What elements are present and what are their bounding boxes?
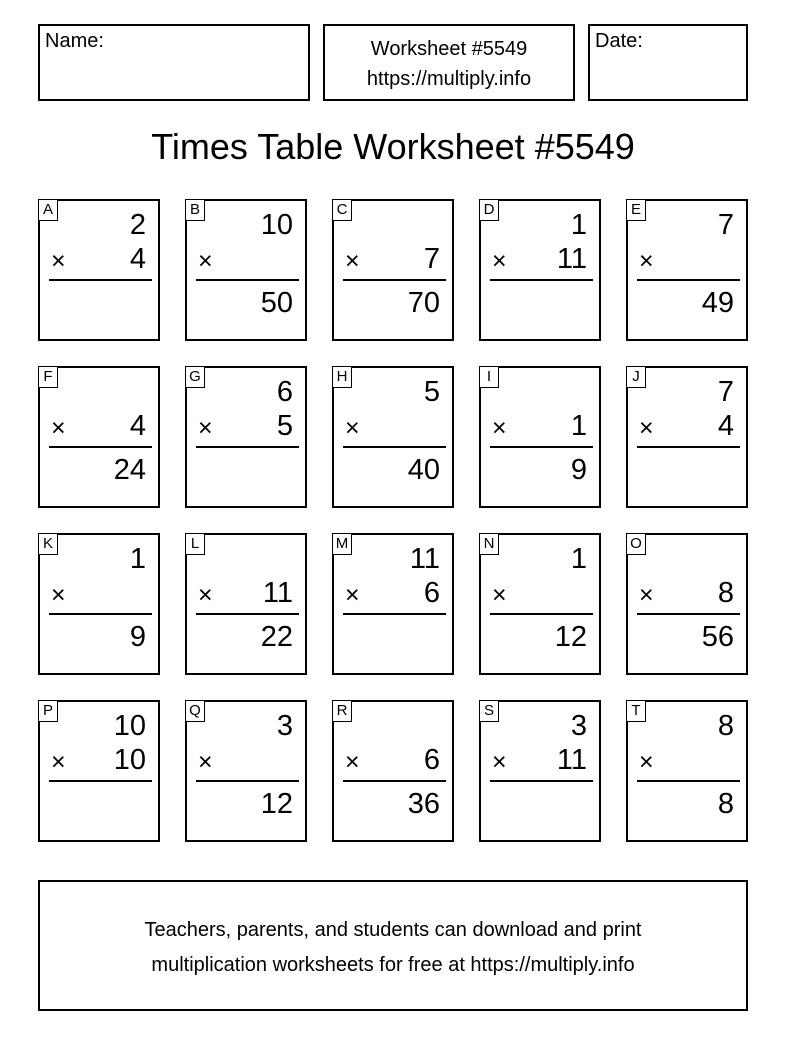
times-sign: × bbox=[198, 247, 213, 275]
top-factor: 5 bbox=[423, 376, 440, 408]
bottom-factor: 6 bbox=[423, 744, 440, 776]
problem-letter: K bbox=[38, 533, 58, 555]
answer-line bbox=[637, 780, 740, 782]
problem-card[interactable] bbox=[38, 199, 160, 341]
problem-card[interactable] bbox=[185, 533, 307, 675]
product-answer: 12 bbox=[554, 621, 587, 653]
bottom-factor: 4 bbox=[129, 243, 146, 275]
problem-letter: I bbox=[479, 366, 499, 388]
problem-letter: H bbox=[332, 366, 352, 388]
problem-card[interactable] bbox=[38, 366, 160, 508]
worksheet-title: Times Table Worksheet #5549 bbox=[151, 126, 635, 167]
times-sign: × bbox=[639, 748, 654, 776]
problem-letter: F bbox=[38, 366, 58, 388]
top-factor: 10 bbox=[113, 710, 146, 742]
bottom-factor: 8 bbox=[717, 577, 734, 609]
problem-card[interactable] bbox=[185, 199, 307, 341]
problem-letter: D bbox=[479, 199, 499, 221]
times-sign: × bbox=[345, 581, 360, 609]
problem-card[interactable] bbox=[626, 366, 748, 508]
answer-line bbox=[196, 780, 299, 782]
problem-card[interactable] bbox=[479, 700, 601, 842]
problem-card[interactable] bbox=[185, 366, 307, 508]
answer-line bbox=[490, 780, 593, 782]
problem-letter: E bbox=[626, 199, 646, 221]
answer-line bbox=[196, 279, 299, 281]
times-sign: × bbox=[198, 414, 213, 442]
top-factor: 8 bbox=[717, 710, 734, 742]
problem-card[interactable] bbox=[38, 700, 160, 842]
problem-card[interactable] bbox=[626, 700, 748, 842]
problem-card[interactable] bbox=[332, 533, 454, 675]
product-answer: 40 bbox=[407, 454, 440, 486]
times-sign: × bbox=[198, 748, 213, 776]
top-factor: 2 bbox=[129, 209, 146, 241]
answer-line bbox=[343, 613, 446, 615]
date-field[interactable] bbox=[588, 24, 748, 101]
answer-line bbox=[637, 279, 740, 281]
product-answer: 49 bbox=[701, 287, 734, 319]
bottom-factor: 10 bbox=[113, 744, 146, 776]
problem-letter: G bbox=[185, 366, 205, 388]
problem-card[interactable] bbox=[332, 199, 454, 341]
problem-letter: J bbox=[626, 366, 646, 388]
times-sign: × bbox=[492, 247, 507, 275]
date-label: Date: bbox=[595, 30, 643, 52]
answer-line bbox=[343, 446, 446, 448]
answer-line bbox=[49, 613, 152, 615]
product-answer: 70 bbox=[407, 287, 440, 319]
problem-card[interactable] bbox=[626, 199, 748, 341]
top-factor: 1 bbox=[129, 543, 146, 575]
problem-card[interactable] bbox=[479, 366, 601, 508]
times-sign: × bbox=[345, 748, 360, 776]
top-factor: 11 bbox=[409, 543, 440, 575]
answer-line bbox=[637, 613, 740, 615]
problem-letter: R bbox=[332, 700, 352, 722]
times-sign: × bbox=[198, 581, 213, 609]
top-factor: 6 bbox=[276, 376, 293, 408]
bottom-factor: 7 bbox=[423, 243, 440, 275]
problem-letter: O bbox=[626, 533, 646, 555]
bottom-factor: 11 bbox=[556, 243, 587, 275]
answer-line bbox=[343, 279, 446, 281]
problem-card[interactable] bbox=[332, 700, 454, 842]
times-sign: × bbox=[345, 414, 360, 442]
answer-line bbox=[343, 780, 446, 782]
times-sign: × bbox=[639, 581, 654, 609]
bottom-factor: 5 bbox=[276, 410, 293, 442]
problem-letter: C bbox=[332, 199, 352, 221]
answer-line bbox=[490, 446, 593, 448]
worksheet-info-box bbox=[323, 24, 575, 101]
times-sign: × bbox=[51, 414, 66, 442]
problem-card[interactable] bbox=[479, 199, 601, 341]
top-factor: 3 bbox=[570, 710, 587, 742]
answer-line bbox=[49, 279, 152, 281]
product-answer: 50 bbox=[260, 287, 293, 319]
problem-letter: N bbox=[479, 533, 499, 555]
product-answer: 9 bbox=[570, 454, 587, 486]
product-answer: 24 bbox=[113, 454, 146, 486]
bottom-factor: 11 bbox=[556, 744, 587, 776]
bottom-factor: 11 bbox=[262, 577, 293, 609]
problem-letter: S bbox=[479, 700, 499, 722]
top-factor: 7 bbox=[717, 209, 734, 241]
answer-line bbox=[49, 780, 152, 782]
times-sign: × bbox=[51, 247, 66, 275]
times-sign: × bbox=[639, 414, 654, 442]
problem-letter: B bbox=[185, 199, 205, 221]
product-answer: 22 bbox=[260, 621, 293, 653]
top-factor: 1 bbox=[570, 543, 587, 575]
answer-line bbox=[637, 446, 740, 448]
answer-line bbox=[49, 446, 152, 448]
problem-card[interactable] bbox=[626, 533, 748, 675]
worksheet-url: https://multiply.info bbox=[366, 68, 532, 90]
bottom-factor: 1 bbox=[570, 410, 587, 442]
problem-letter: M bbox=[332, 533, 352, 555]
times-sign: × bbox=[492, 748, 507, 776]
problem-letter: A bbox=[38, 199, 58, 221]
problem-letter: Q bbox=[185, 700, 205, 722]
times-sign: × bbox=[51, 748, 66, 776]
answer-line bbox=[196, 613, 299, 615]
footer-box bbox=[38, 880, 748, 1011]
times-sign: × bbox=[345, 247, 360, 275]
problem-letter: L bbox=[185, 533, 205, 555]
product-answer: 56 bbox=[701, 621, 734, 653]
name-label: Name: bbox=[45, 30, 104, 52]
answer-line bbox=[490, 613, 593, 615]
bottom-factor: 4 bbox=[129, 410, 146, 442]
top-factor: 3 bbox=[276, 710, 293, 742]
top-factor: 10 bbox=[260, 209, 293, 241]
product-answer: 9 bbox=[129, 621, 146, 653]
top-factor: 1 bbox=[570, 209, 587, 241]
answer-line bbox=[196, 446, 299, 448]
footer-line-2: multiplication worksheets for free at https://multiply.info bbox=[151, 954, 635, 976]
answer-line bbox=[490, 279, 593, 281]
problem-letter: T bbox=[626, 700, 646, 722]
problem-letter: P bbox=[38, 700, 58, 722]
bottom-factor: 4 bbox=[717, 410, 734, 442]
name-field[interactable] bbox=[38, 24, 310, 101]
times-sign: × bbox=[639, 247, 654, 275]
problem-card[interactable] bbox=[38, 533, 160, 675]
worksheet-number: Worksheet #5549 bbox=[370, 38, 528, 60]
problem-card[interactable] bbox=[479, 533, 601, 675]
times-sign: × bbox=[492, 414, 507, 442]
product-answer: 8 bbox=[717, 788, 734, 820]
problem-card[interactable] bbox=[185, 700, 307, 842]
footer-line-1: Teachers, parents, and students can download and print bbox=[144, 919, 642, 941]
product-answer: 12 bbox=[260, 788, 293, 820]
top-factor: 7 bbox=[717, 376, 734, 408]
times-sign: × bbox=[492, 581, 507, 609]
product-answer: 36 bbox=[407, 788, 440, 820]
times-sign: × bbox=[51, 581, 66, 609]
bottom-factor: 6 bbox=[423, 577, 440, 609]
problem-card[interactable] bbox=[332, 366, 454, 508]
